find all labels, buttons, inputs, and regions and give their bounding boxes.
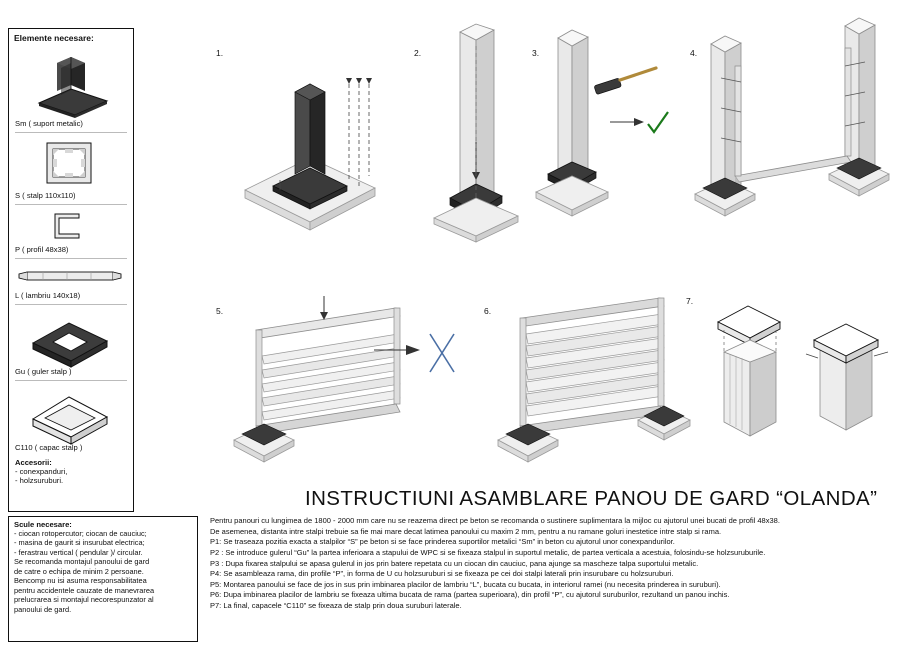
part-label-c110: C110 ( capac stalp ) <box>15 443 83 452</box>
step-2-illustration <box>420 22 530 232</box>
part-metal-support <box>9 45 133 128</box>
instruction-line: P1: Se traseaza pozitia exacta a stalpilor “S” pe beton si se face prinderea suportilor metalici “Sm” in beton cu ajutorul unor conexpandurilor. <box>210 537 675 547</box>
parts-panel <box>8 28 134 512</box>
step-1-illustration <box>225 40 410 230</box>
divider <box>15 380 127 381</box>
part-label-p: P ( profil 48x38) <box>15 245 69 254</box>
step-number-4: 4. <box>690 48 698 58</box>
collar-icon <box>9 309 129 365</box>
part-label-sm: Sm ( suport metalic) <box>15 119 83 128</box>
part-cap <box>9 385 133 452</box>
tools-line: - masina de gaurit si insurubat electrica; <box>14 538 145 548</box>
accessory-item: - conexpanduri, <box>15 467 68 476</box>
instruction-line: P2 : Se introduce gulerul “Gu” la partea inferioara a stapului de WPC si se fixeaza stalpul in suportul metalic, de partea verticala a acestuia, folosindu-se holzsuruburile. <box>210 547 766 557</box>
tools-panel <box>8 516 198 642</box>
step-number-5: 5. <box>216 306 224 316</box>
part-label-s: S ( stalp 110x110) <box>15 191 76 200</box>
tools-line: Se recomanda montajul panoului de gard <box>14 557 150 567</box>
post-section-icon <box>9 137 129 189</box>
metal-support-icon <box>9 45 129 117</box>
part-label-l: L ( lambriu 140x18) <box>15 291 81 300</box>
divider <box>15 304 127 305</box>
lambriu-board-icon <box>9 263 129 289</box>
instruction-line: P5: Montarea panoului se face de jos in sus prin imbinarea placilor de lambriu “L”, bucata cu bucata, in interiorul ramei (nu necesita prinderea in suruburi). <box>210 579 721 589</box>
cross-icon <box>430 334 454 372</box>
rubber-hammer-icon <box>594 68 656 95</box>
instruction-line: P7: La final, capacele “C110” se fixeaza de stalp prin doua suruburi laterale. <box>210 601 462 611</box>
divider <box>15 204 127 205</box>
tools-line: pentru accidentele cauzate de manevrarea <box>14 585 155 595</box>
divider <box>15 132 127 133</box>
step-6-illustration <box>492 288 692 470</box>
step-4-illustration <box>695 26 910 231</box>
instruction-line: P4: Se asambleaza rama, din profile “P”, in forma de U cu holzsuruburi si se fixeaza pe cei doi stalpi laterali prin insurubare cu holzsuruburi. <box>210 569 674 579</box>
tools-line: panoului de gard. <box>14 604 72 614</box>
step-number-1: 1. <box>216 48 224 58</box>
tools-line: Bencomp nu isi asuma responsabilitatea <box>14 576 147 586</box>
instructions-block <box>210 516 910 612</box>
profile-c-icon <box>9 209 129 243</box>
tools-line: de catre o echipa de minim 2 persoane. <box>14 566 144 576</box>
instruction-line: P3 : Dupa fixarea stalpului se apasa gulerul in jos prin batere repetata cu un ciocan din cauciuc, pana ajunge sa mascheze talpa suportului metalic. <box>210 558 699 568</box>
part-post-section <box>9 137 133 200</box>
part-label-gu: Gu ( guler stalp ) <box>15 367 72 376</box>
instruction-line: De asemenea, distanta intre stalpi trebuie sa fie mai mare decat latimea panoului cu maxim 2 mm, pentru a nu ramane goluri inestetice intre stalp si rama. <box>210 526 722 536</box>
step-5-to-6-arrow <box>372 330 462 390</box>
cap-icon <box>9 385 129 441</box>
accessory-item: - holzsuruburi. <box>15 476 64 486</box>
instruction-line: P6: Dupa imbinarea placilor de lambriu se fixeaza ultima bucata de rama (partea superioara), din profil “P”, cu ajutorul suruburilor, rezultand un panou inchis. <box>210 590 730 600</box>
instruction-line: Pentru panouri cu lungimea de 1800 - 2000 mm care nu se reazema direct pe beton se recomanda o sustinere suplimentara la mijloc cu ajutorul unei bucati de profil 48x38. <box>210 516 780 525</box>
step-number-2: 2. <box>414 48 422 58</box>
step-3-illustration <box>536 24 686 224</box>
step-number-3: 3. <box>532 48 540 58</box>
step-7-illustration <box>700 296 900 446</box>
step-number-7: 7. <box>686 296 694 306</box>
divider <box>15 258 127 259</box>
tools-title: Scule necesare: <box>14 520 72 529</box>
part-profile <box>9 209 133 254</box>
tools-line: - ciocan rotopercutor; ciocan de cauciuc; <box>14 529 147 538</box>
part-lambriu <box>9 263 133 300</box>
page-title: INSTRUCTIUNI ASAMBLARE PANOU DE GARD “OLANDA” <box>305 487 878 510</box>
tools-line: prelucrarea si montajul necorespunzator al <box>14 595 154 605</box>
part-collar <box>9 309 133 376</box>
tools-line: - ferastrau vertical ( pendular )/ circular. <box>14 547 143 557</box>
accessories-title: Accesorii: <box>15 458 52 467</box>
parts-title: Elemente necesare: <box>14 33 94 43</box>
step-number-6: 6. <box>484 306 492 316</box>
check-icon <box>648 112 668 132</box>
